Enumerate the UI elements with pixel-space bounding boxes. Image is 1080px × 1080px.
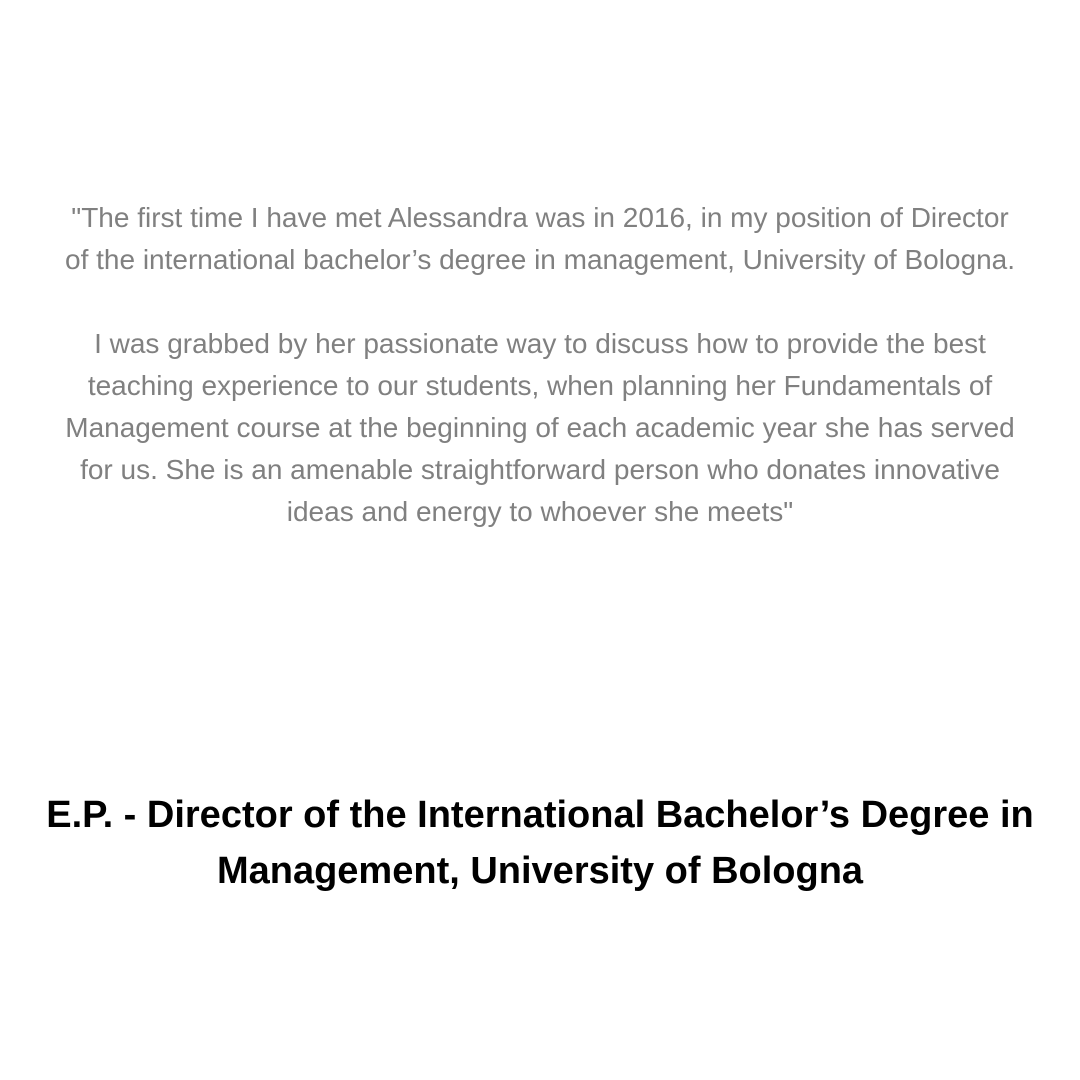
quote-paragraph-1: "The first time I have met Alessandra was in 2016, in my position of Director of the international bachelor’s degree in management, University of Bologna.: [65, 202, 1015, 275]
quote-paragraph-2: I was grabbed by her passionate way to discuss how to provide the best teaching experience to our students, when planning her Fundamentals of Management course at the beginning of each academic year she has served for us. She is an amenable straightforward person who donates innovative ideas and energy to whoever she meets": [65, 328, 1015, 527]
testimonial-quote: [60, 197, 1020, 533]
testimonial-attribution: E.P. - Director of the International Bachelor’s Degree in Management, University of Bologna: [46, 794, 1034, 892]
